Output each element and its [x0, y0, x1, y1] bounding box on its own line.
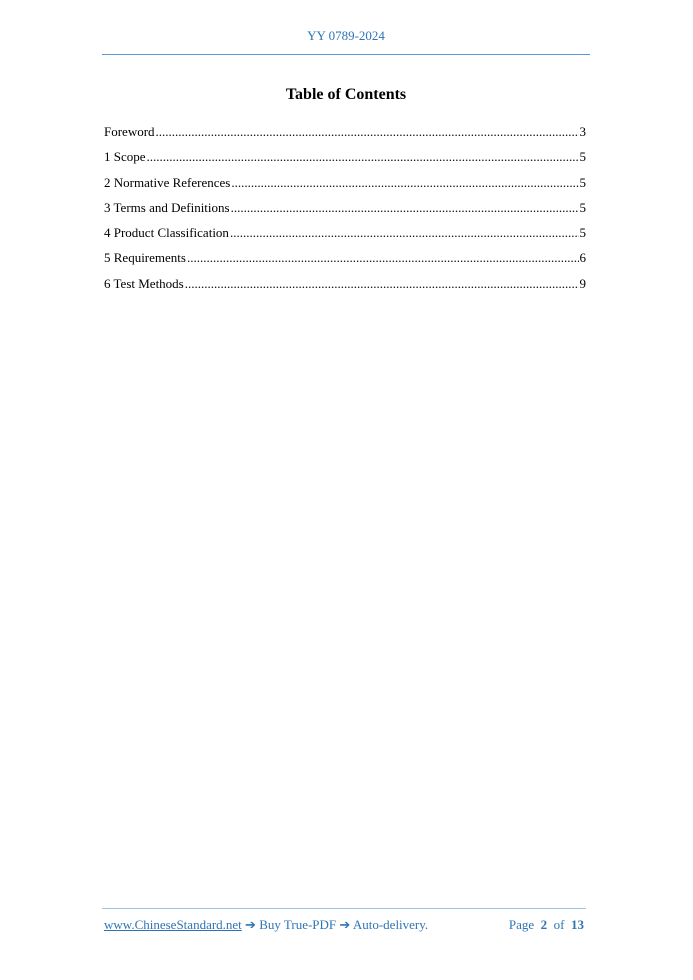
- toc-entry-foreword[interactable]: [104, 119, 586, 144]
- of-word: of: [553, 917, 565, 932]
- toc-entry-page: 5: [579, 174, 586, 190]
- toc-entry-page: 5: [579, 199, 586, 215]
- toc-title: Table of Contents: [285, 86, 407, 103]
- page-indicator: [509, 917, 584, 933]
- toc-dot-leader: [187, 245, 579, 270]
- page-total: 13: [571, 917, 584, 932]
- header-divider: [102, 54, 590, 55]
- toc-entry-page: 3: [579, 124, 586, 139]
- toc-entry-label: Foreword: [104, 124, 155, 139]
- toc-list: [104, 119, 586, 296]
- toc-entry-label: 3 Terms and Definitions: [104, 199, 230, 215]
- page-current: 2: [540, 917, 548, 932]
- toc-entry-product-classification[interactable]: [104, 220, 586, 245]
- toc-entry-page: 6: [579, 250, 586, 266]
- toc-entry-page: 5: [579, 149, 586, 165]
- toc-entry-page: 9: [579, 275, 586, 291]
- footer-divider: [102, 908, 586, 909]
- footer-promo: [104, 917, 428, 933]
- toc-entry-page: 5: [579, 225, 586, 241]
- toc-entry-label: 6 Test Methods: [104, 275, 184, 291]
- toc-dot-leader: [156, 119, 579, 144]
- toc-entry-label: 2 Normative References: [104, 174, 231, 190]
- toc-dot-leader: [230, 220, 579, 245]
- toc-dot-leader: [231, 170, 578, 195]
- toc-entry-requirements[interactable]: [104, 245, 586, 270]
- arrow-icon: ➔: [336, 917, 353, 932]
- delivery-text: Auto-delivery.: [352, 917, 429, 932]
- running-header: YY 0789-2024: [307, 28, 385, 43]
- toc-dot-leader: [147, 144, 579, 169]
- toc-entry-label: 1 Scope: [104, 149, 146, 165]
- site-link[interactable]: www.ChineseStandard.net: [104, 917, 242, 932]
- toc-dot-leader: [185, 271, 579, 296]
- toc-entry-label: 5 Requirements: [104, 250, 186, 266]
- toc-entry-terms-definitions[interactable]: [104, 195, 586, 220]
- toc-dot-leader: [231, 195, 579, 220]
- arrow-icon: ➔: [241, 917, 260, 932]
- page-word: Page: [508, 917, 535, 932]
- toc-entry-scope[interactable]: [104, 144, 586, 169]
- toc-entry-label: 4 Product Classification: [104, 225, 229, 241]
- toc-entry-normative-references[interactable]: [104, 170, 586, 195]
- buy-pdf-text: Buy True-PDF: [259, 917, 337, 932]
- toc-entry-test-methods[interactable]: [104, 271, 586, 296]
